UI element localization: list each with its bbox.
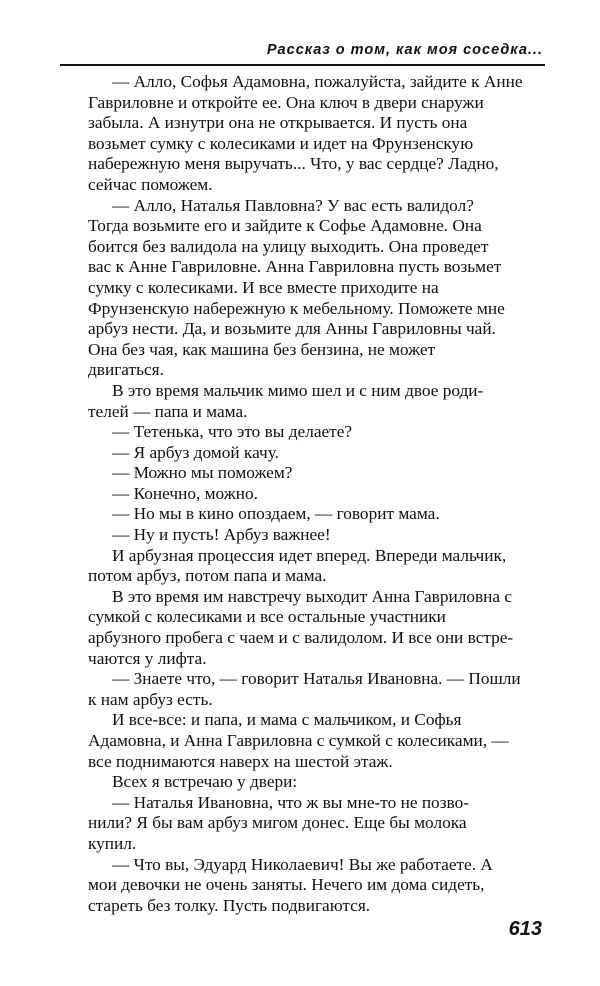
running-head-title: Рассказ о том, как моя соседка...	[266, 42, 543, 58]
paragraph: — Конечно, можно.	[112, 483, 258, 503]
paragraph: — Но мы в кино опоздаем, — говорит мама.	[112, 504, 440, 524]
paragraph: — Я арбуз домой качу.	[112, 442, 279, 462]
paragraph: — Алло, Наталья Павловна? У вас есть валидол? Тогда возьмите его и зайдите к Софье Адамовне. Она боится без валидола на улицу выходить. Она проведет вас к Анне Гавриловне. Анна Гавриловна пусть возьмет сумку с колесиками. И все вместе приходите на Фрунзенскую набережную к мебельному. Поможете мне арбуз нести. Да, и возьмите для Анны Гавриловны чай. Она без чая, как машина без бензина, не может двигаться.	[88, 195, 505, 380]
paragraph: В это время им навстречу выходит Анна Гавриловна с сумкой с колесиками и все остальные участники арбузного пробега с чаем и с валидолом. И все они встре- чаются у лифта.	[88, 586, 514, 668]
paragraph: — Ну и пусть! Арбуз важнее!	[112, 525, 331, 545]
running-header	[60, 38, 545, 66]
paragraph: И все-все: и папа, и мама с мальчиком, и Софья Адамовна, и Анна Гавриловна с сумкой с колесиками, — все поднимаются наверх на шестой этаж.	[88, 710, 509, 771]
paragraph: Всех я встречаю у двери:	[112, 772, 298, 792]
body-text	[88, 72, 544, 922]
paragraph: — Что вы, Эдуард Николаевич! Вы же работаете. А мои девочки не очень заняты. Нечего им дома сидеть, стареть без толку. Пусть подвигаются.	[88, 854, 493, 915]
paragraph: — Алло, Софья Адамовна, пожалуйста, зайдите к Анне Гавриловне и откройте ее. Она ключ в двери снаружи забыла. А изнутри она не открывается. И пусть она возьмет сумку с колесиками и идет на Фрунзенскую набережную меня выручать... Что, у вас сердце? Ладно, сейчас поможем.	[88, 72, 523, 194]
paragraph: — Тетенька, что это вы делаете?	[112, 422, 353, 442]
paragraph: — Наталья Ивановна, что ж вы мне-то не позво- нили? Я бы вам арбуз мигом донес. Еще бы молока купил.	[88, 792, 469, 853]
paragraph: — Можно мы поможем?	[112, 463, 293, 483]
paragraph: И арбузная процессия идет вперед. Впереди мальчик, потом арбуз, потом папа и мама.	[88, 545, 507, 586]
page-number: 613	[508, 918, 542, 940]
paragraph: В это время мальчик мимо шел и с ним двое роди- телей — папа и мама.	[88, 380, 484, 421]
paragraph: — Знаете что, — говорит Наталья Ивановна. — Пошли к нам арбуз есть.	[88, 669, 521, 709]
